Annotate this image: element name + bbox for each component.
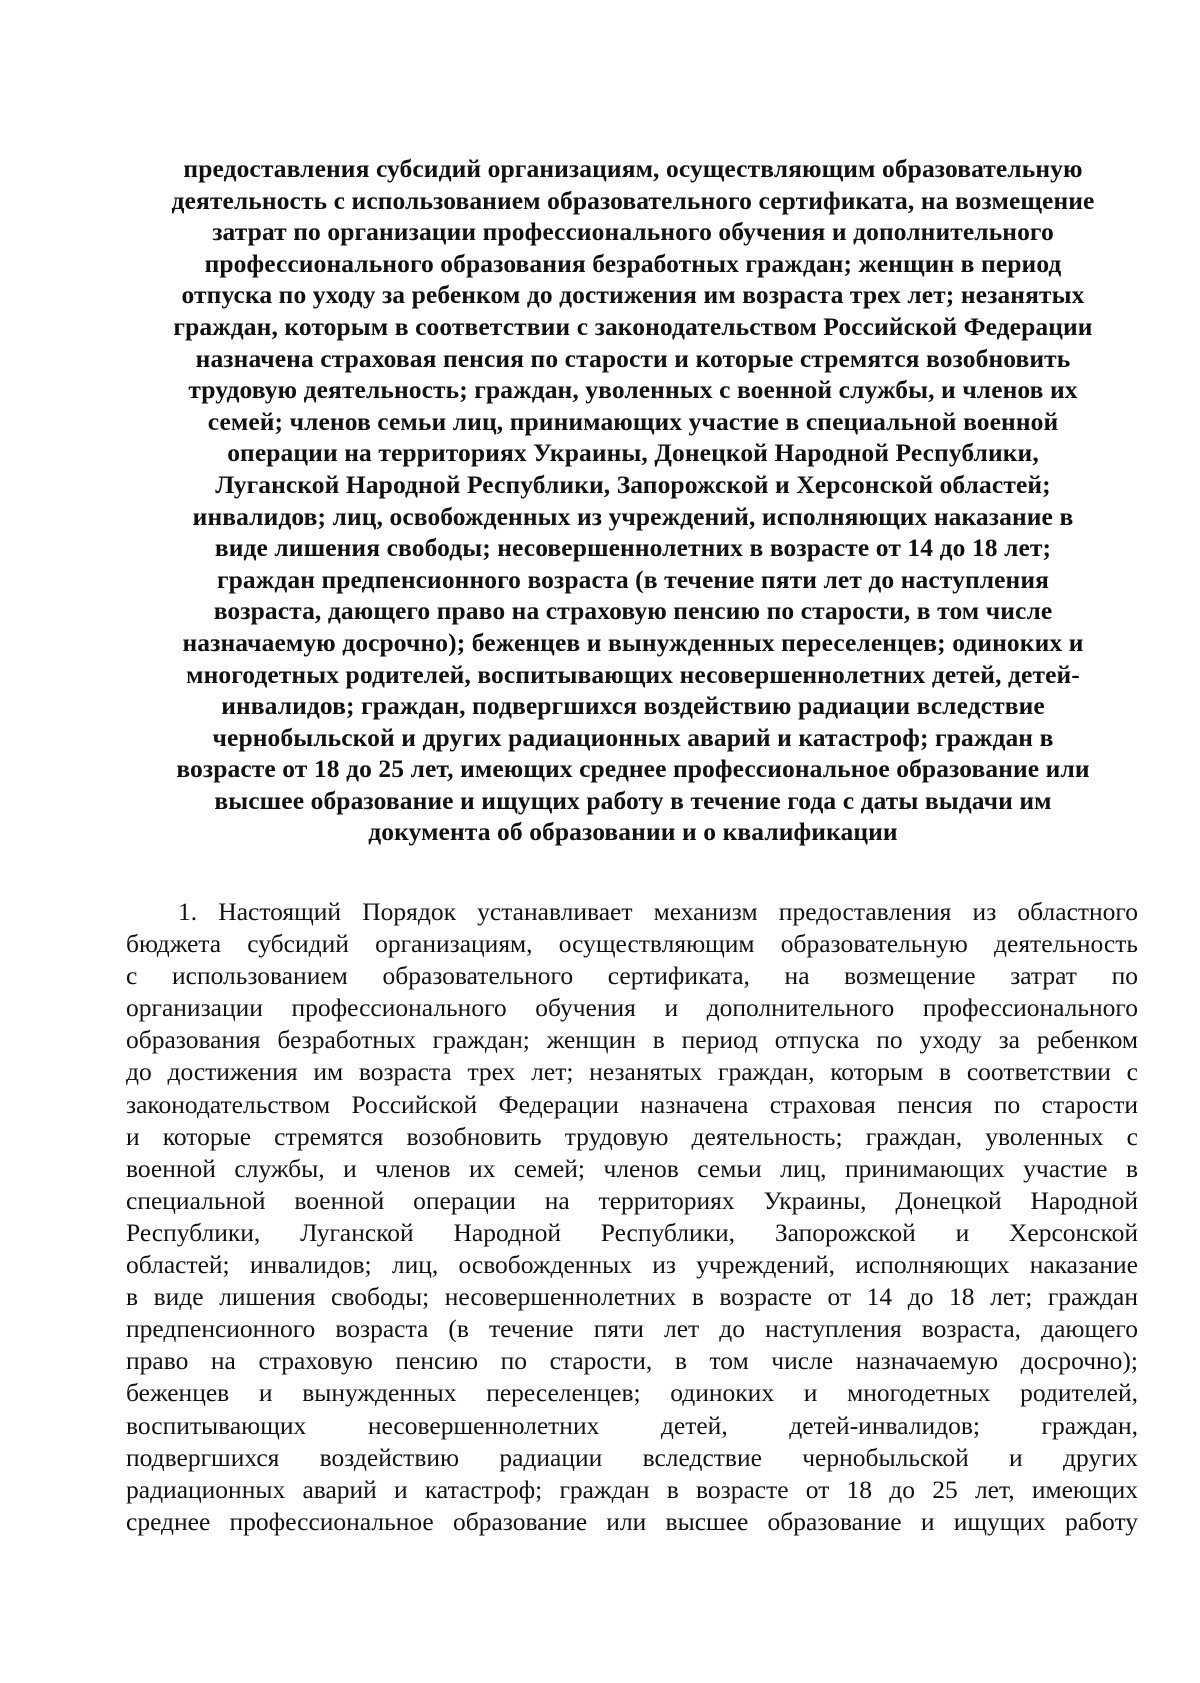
title-line: инвалидов; лиц, освобожденных из учреждений, исполняющих наказание в bbox=[192, 501, 1074, 531]
paragraph-line: и которые стремятся возобновить трудовую деятельность; граждан, уволенных с bbox=[126, 1121, 1138, 1151]
document-title bbox=[128, 153, 1138, 848]
paragraph-line: с использованием образовательного сертификата, на возмещение затрат по bbox=[126, 961, 1138, 991]
title-line: многодетных родителей, воспитывающих несовершеннолетних детей, детей- bbox=[186, 659, 1080, 689]
paragraph-line: специальной военной операции на территориях Украины, Донецкой Народной bbox=[126, 1185, 1138, 1215]
title-line: Луганской Народной Республики, Запорожской и Херсонской областей; bbox=[215, 469, 1051, 499]
paragraph-line: среднее профессиональное образование или высшее образование и ищущих работу bbox=[126, 1506, 1138, 1536]
paragraph-line: Республики, Луганской Народной Республики, Запорожской и Херсонской bbox=[126, 1217, 1138, 1247]
title-line: высшее образование и ищущих работу в течение года с даты выдачи им bbox=[214, 785, 1052, 815]
title-line: граждан предпенсионного возраста (в течение пяти лет до наступления bbox=[216, 564, 1050, 594]
title-line: трудовую деятельность; граждан, уволенных с военной службы, и членов их bbox=[188, 375, 1078, 405]
title-line: отпуска по уходу за ребенком до достижения им возраста трех лет; незанятых bbox=[181, 280, 1085, 310]
paragraph-line: бюджета субсидий организациям, осуществляющим образовательную деятельность bbox=[126, 929, 1138, 959]
title-line: деятельность с использованием образовательного сертификата, на возмещение bbox=[171, 185, 1095, 215]
paragraph-line: беженцев и вынужденных переселенцев; одиноких и многодетных родителей, bbox=[126, 1378, 1138, 1408]
title-line: возраста, дающего право на страховую пенсию по старости, в том числе bbox=[213, 596, 1053, 626]
title-line: предоставления субсидий организациям, осуществляющим образовательную bbox=[183, 154, 1083, 183]
title-line: документа об образовании и о квалификации bbox=[368, 817, 898, 847]
paragraph-line: законодательством Российской Федерации назначена страховая пенсия по старости bbox=[126, 1089, 1138, 1119]
title-line: инвалидов; граждан, подвергшихся воздействию радиации вследствие bbox=[221, 691, 1045, 721]
paragraph-line: 1. Настоящий Порядок устанавливает механизм предоставления из областного bbox=[178, 897, 1138, 926]
title-line: семей; членов семьи лиц, принимающих участие в специальной военной bbox=[207, 406, 1059, 436]
title-line: операции на территориях Украины, Донецкой Народной Республики, bbox=[227, 438, 1039, 468]
title-line: назначена страховая пенсия по старости и которые стремятся возобновить bbox=[195, 343, 1071, 373]
paragraph-line: право на страховую пенсию по старости, в том числе назначаемую досрочно); bbox=[126, 1346, 1138, 1376]
paragraph-line: подвергшихся воздействию радиации вследствие чернобыльской и других bbox=[126, 1442, 1138, 1472]
paragraph-line: радиационных аварий и катастроф; граждан в возрасте от 18 до 25 лет, имеющих bbox=[126, 1474, 1138, 1504]
title-line: профессионального образования безработных граждан; женщин в период bbox=[204, 248, 1062, 278]
paragraph-line: военной службы, и членов их семей; членов семьи лиц, принимающих участие в bbox=[126, 1153, 1138, 1183]
paragraph-line: образования безработных граждан; женщин в период отпуска по уходу за ребенком bbox=[126, 1025, 1138, 1055]
title-line: затрат по организации профессионального обучения и дополнительного bbox=[212, 217, 1054, 247]
paragraph-1 bbox=[126, 896, 1138, 1538]
paragraph-line: областей; инвалидов; лиц, освобожденных из учреждений, исполняющих наказание bbox=[126, 1250, 1138, 1280]
paragraph-line: предпенсионного возраста (в течение пяти лет до наступления возраста, дающего bbox=[126, 1314, 1138, 1344]
title-line: граждан, которым в соответствии с законодательством Российской Федерации bbox=[173, 311, 1093, 341]
paragraph-line: в виде лишения свободы; несовершеннолетних в возрасте от 14 до 18 лет; граждан bbox=[126, 1282, 1138, 1312]
title-line: чернобыльской и других радиационных аварий и катастроф; граждан в bbox=[212, 722, 1054, 752]
paragraph-line: организации профессионального обучения и дополнительного профессионального bbox=[126, 993, 1138, 1023]
paragraph-line: воспитывающих несовершеннолетних детей, детей-инвалидов; граждан, bbox=[126, 1410, 1138, 1440]
title-line: возрасте от 18 до 25 лет, имеющих среднее профессиональное образование или bbox=[176, 754, 1090, 784]
paragraph-line: до достижения им возраста трех лет; незанятых граждан, которым в соответствии с bbox=[126, 1057, 1138, 1087]
title-line: виде лишения свободы; несовершеннолетних в возрасте от 14 до 18 лет; bbox=[214, 533, 1052, 563]
title-line: назначаемую досрочно); беженцев и вынужденных переселенцев; одиноких и bbox=[182, 627, 1084, 657]
